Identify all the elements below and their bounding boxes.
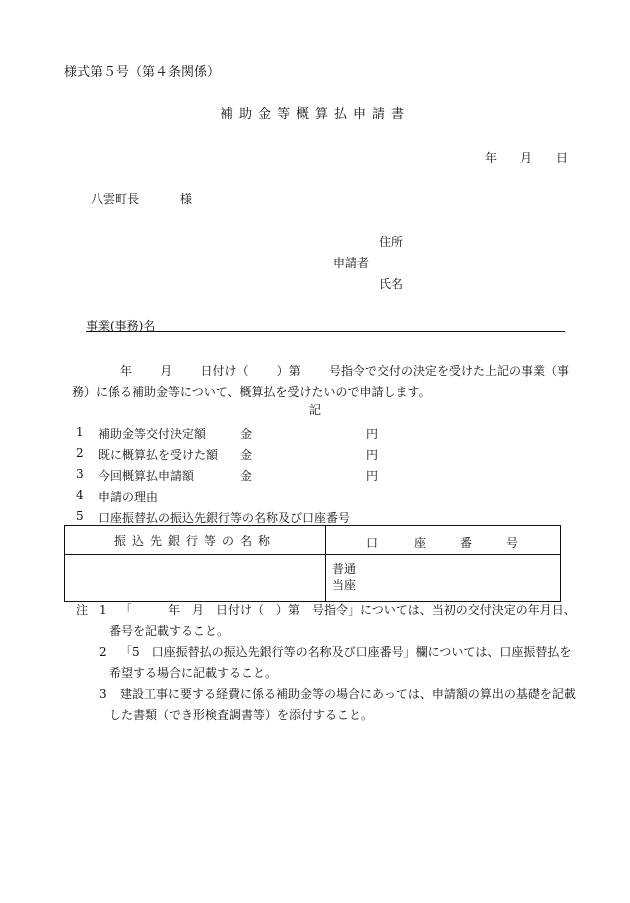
ki-heading: 記: [308, 403, 321, 417]
account-number-cell[interactable]: [326, 555, 561, 602]
account-header-char: 番: [460, 536, 473, 550]
bank-name-header: 振込先銀行等の名称: [65, 526, 326, 555]
body-line-2: [72, 382, 569, 403]
bank-table-entry-row: [65, 555, 561, 602]
item-yen: 円: [366, 469, 379, 483]
note-text: 建設工事に要する経費に係る補助金等の場合にあっては、申請額の算出の基礎を記載: [120, 687, 576, 701]
item-label: 既に概算払を受けた額: [98, 448, 219, 462]
item-yen: 円: [366, 427, 379, 441]
form-number: 様式第５号（第４条関係）: [64, 65, 221, 80]
account-header-char: 座: [414, 536, 427, 550]
item-kin: 金: [240, 469, 253, 483]
address-label: 住所: [379, 235, 404, 249]
note-number: 3: [99, 687, 107, 701]
body-line-2-text: 務）に係る補助金等について、概算払を受けたいので申請します。: [72, 385, 431, 399]
note-text: 「5 口座振替払の振込先銀行等の名称及び口座番号」欄については、口座振替払を: [120, 645, 572, 659]
account-type-futsu: 普通: [332, 562, 357, 576]
body-day-dated: 日付け（: [200, 364, 249, 378]
item-number: 1: [76, 425, 84, 439]
addressee-name: 八雲町長: [91, 192, 140, 206]
account-type-touza: 当座: [332, 578, 357, 592]
item-number: 3: [76, 467, 84, 481]
item-label: 申請の理由: [98, 490, 159, 504]
note-text: 「 年 月 日付け（ ）第 号指令」については、当初の交付決定の年月日、: [120, 603, 576, 617]
note-text-continued: 希望する場合に記載すること。: [109, 666, 278, 680]
addressee-honorific: 様: [180, 192, 193, 206]
item-kin: 金: [240, 427, 253, 441]
item-label: 補助金等交付決定額: [98, 427, 207, 441]
body-month: 月: [160, 364, 173, 378]
item-label: 口座振替払の振込先銀行等の名称及び口座番号: [98, 511, 351, 525]
account-header-char: 号: [506, 536, 519, 550]
item-number: 5: [76, 509, 84, 523]
date-day-label: 日: [556, 151, 569, 165]
note-text-continued: した書類（でき形検査調書等）を添付すること。: [109, 708, 374, 722]
item-number: 2: [76, 446, 84, 460]
document-title: 補助金等概算払申請書: [219, 107, 410, 122]
bank-table-header-row: [65, 526, 561, 555]
body-year: 年: [120, 364, 133, 378]
application-body: [72, 361, 569, 403]
date-year-label: 年: [485, 151, 498, 165]
item-yen: 円: [366, 448, 379, 462]
account-number-header: [326, 526, 561, 555]
account-header-char: 口: [366, 536, 379, 550]
note-number: 2: [99, 645, 107, 659]
bank-account-table: [64, 525, 561, 602]
body-line-1: [72, 361, 569, 382]
project-name-underline: [86, 331, 565, 332]
bank-name-cell[interactable]: [65, 555, 326, 602]
note-number: 1: [99, 603, 107, 617]
name-label: 氏名: [379, 277, 404, 291]
project-name-label: 事業(事務)名: [86, 319, 156, 333]
item-kin: 金: [240, 448, 253, 462]
note-text-continued: 番号を記載すること。: [109, 624, 230, 638]
applicant-label: 申請者: [333, 256, 370, 270]
date-month-label: 月: [520, 151, 533, 165]
notes-label: 注: [76, 603, 89, 617]
item-label: 今回概算払申請額: [98, 469, 195, 483]
item-number: 4: [76, 488, 84, 502]
body-directive: 号指令で交付の決定を受けた上記の事業（事: [328, 364, 569, 378]
body-dai: ）第: [276, 364, 301, 378]
